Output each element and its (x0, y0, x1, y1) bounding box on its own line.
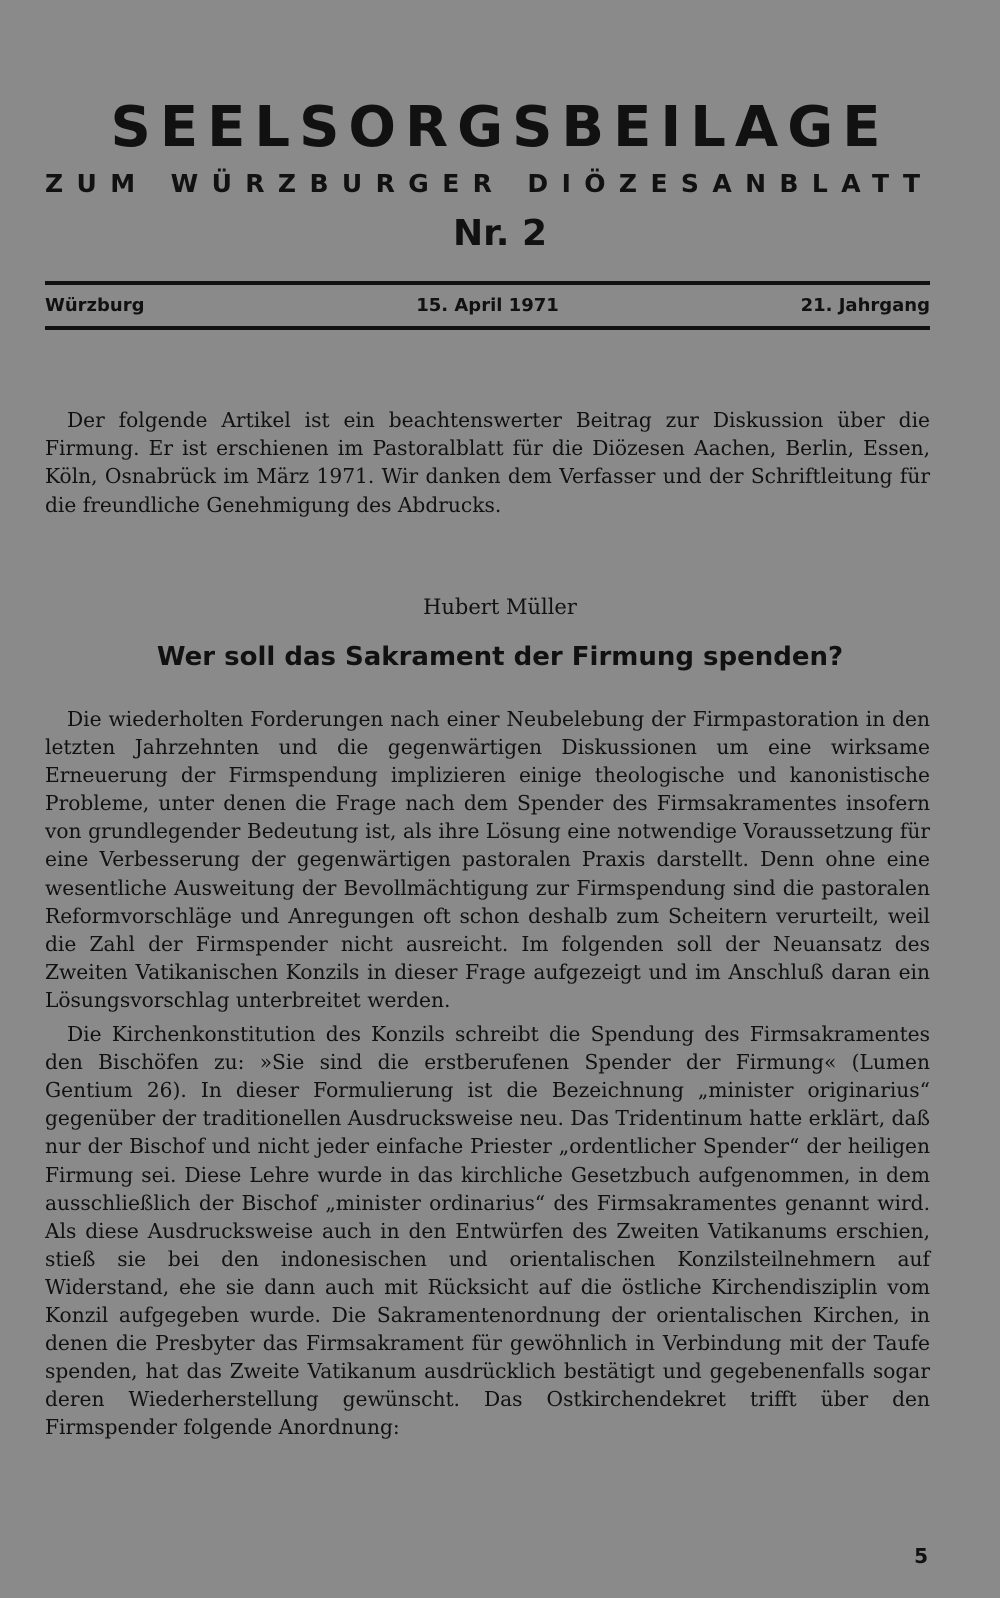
bottom-rule (45, 326, 930, 330)
issue-number: Nr. 2 (452, 213, 547, 254)
article-title: Wer soll das Sakrament der Firmung spenden? (156, 642, 844, 672)
article-paragraph-1: Die wiederholten Forderungen nach einer Neubelebung der Firmpastoration in den letzten Jahrzehnten und die gegenwärtigen Diskussionen um eine wirksame Erneuerung der Firmspendung implizieren einige theologische und kanonistische Probleme, unter denen die Frage nach dem Spender des Firmsakramentes insofern von grundlegender Bedeutung ist, als ihre Lösung eine notwendige Voraussetzung für eine Verbesserung der gegenwärtigen pastoralen Praxis darstellt. Denn ohne eine wesentliche Ausweitung der Bevollmächtigung zur Firmspendung sind die pastoralen Reformvorschläge und Anregungen oft schon deshalb zum Scheitern verurteilt, weil die Zahl der Firmspender nicht ausreicht. Im folgenden soll der Neuansatz des Zweiten Vatikanischen Konzils in dieser Frage aufgezeigt und im Anschluß daran ein Lösungsvorschlag unterbreitet werden. (45, 707, 930, 1012)
page-number: 5 (914, 1544, 928, 1568)
publication-title: SEELSORGSBEILAGE (110, 95, 890, 160)
article-paragraph-2: Die Kirchenkonstitution des Konzils schreibt die Spendung des Firmsakramentes den Bischöfen zu: »Sie sind die erstberufenen Spender der Firmung« (Lumen Gentium 26). In dieser Formulierung ist die Bezeichnung „minister originarius“ gegenüber der traditionellen Ausdrucksweise neu. Das Tridentinum hatte erklärt, daß nur der Bischof und nicht jeder einfache Priester „ordentlicher Spender“ der heiligen Firmung sei. Diese Lehre wurde in das kirchliche Gesetzbuch aufgenommen, in dem ausschließlich der Bischof „minister ordinarius“ des Firmsakramentes genannt wird. Als diese Ausdrucksweise auch in den Entwürfen des Zweiten Vatikanums erschien, stieß sie bei den indonesischen und orientalischen Konzilsteilnehmern auf Widerstand, ehe sie dann auch mit Rücksicht auf die östliche Kirchendisziplin vom Konzil aufgegeben wurde. Die Sakramentenordnung der orientalischen Kirchen, in denen die Presbyter das Firmsakrament für gewöhnlich in Verbindung mit der Taufe spenden, hat das Zweite Vatikanum ausdrücklich bestätigt und gegebenenfalls sogar deren Wiederherstellung gewünscht. Das Ostkirchendekret trifft über den Firmspender folgende Anordnung: (45, 1022, 930, 1440)
article-author: Hubert Müller (423, 595, 577, 619)
dateline-place: Würzburg (45, 295, 145, 316)
intro-note: Der folgende Artikel ist ein beachtenswerter Beitrag zur Diskussion über die Firmung. Er ist erschienen im Pastoralblatt für die Diözesen Aachen, Berlin, Essen, Köln, Osnabrück im März 1971. Wir danken dem Verfasser und der Schriftleitung für die freundliche Genehmigung des Abdrucks. (45, 408, 930, 517)
article-body (45, 705, 930, 1441)
dateline (45, 292, 930, 320)
dateline-volume: 21. Jahrgang (800, 295, 930, 316)
dateline-date: 15. April 1971 (416, 295, 559, 316)
publication-subtitle: ZUM WÜRZBURGER DIÖZESANBLATT (45, 169, 934, 198)
top-rule (45, 281, 930, 285)
